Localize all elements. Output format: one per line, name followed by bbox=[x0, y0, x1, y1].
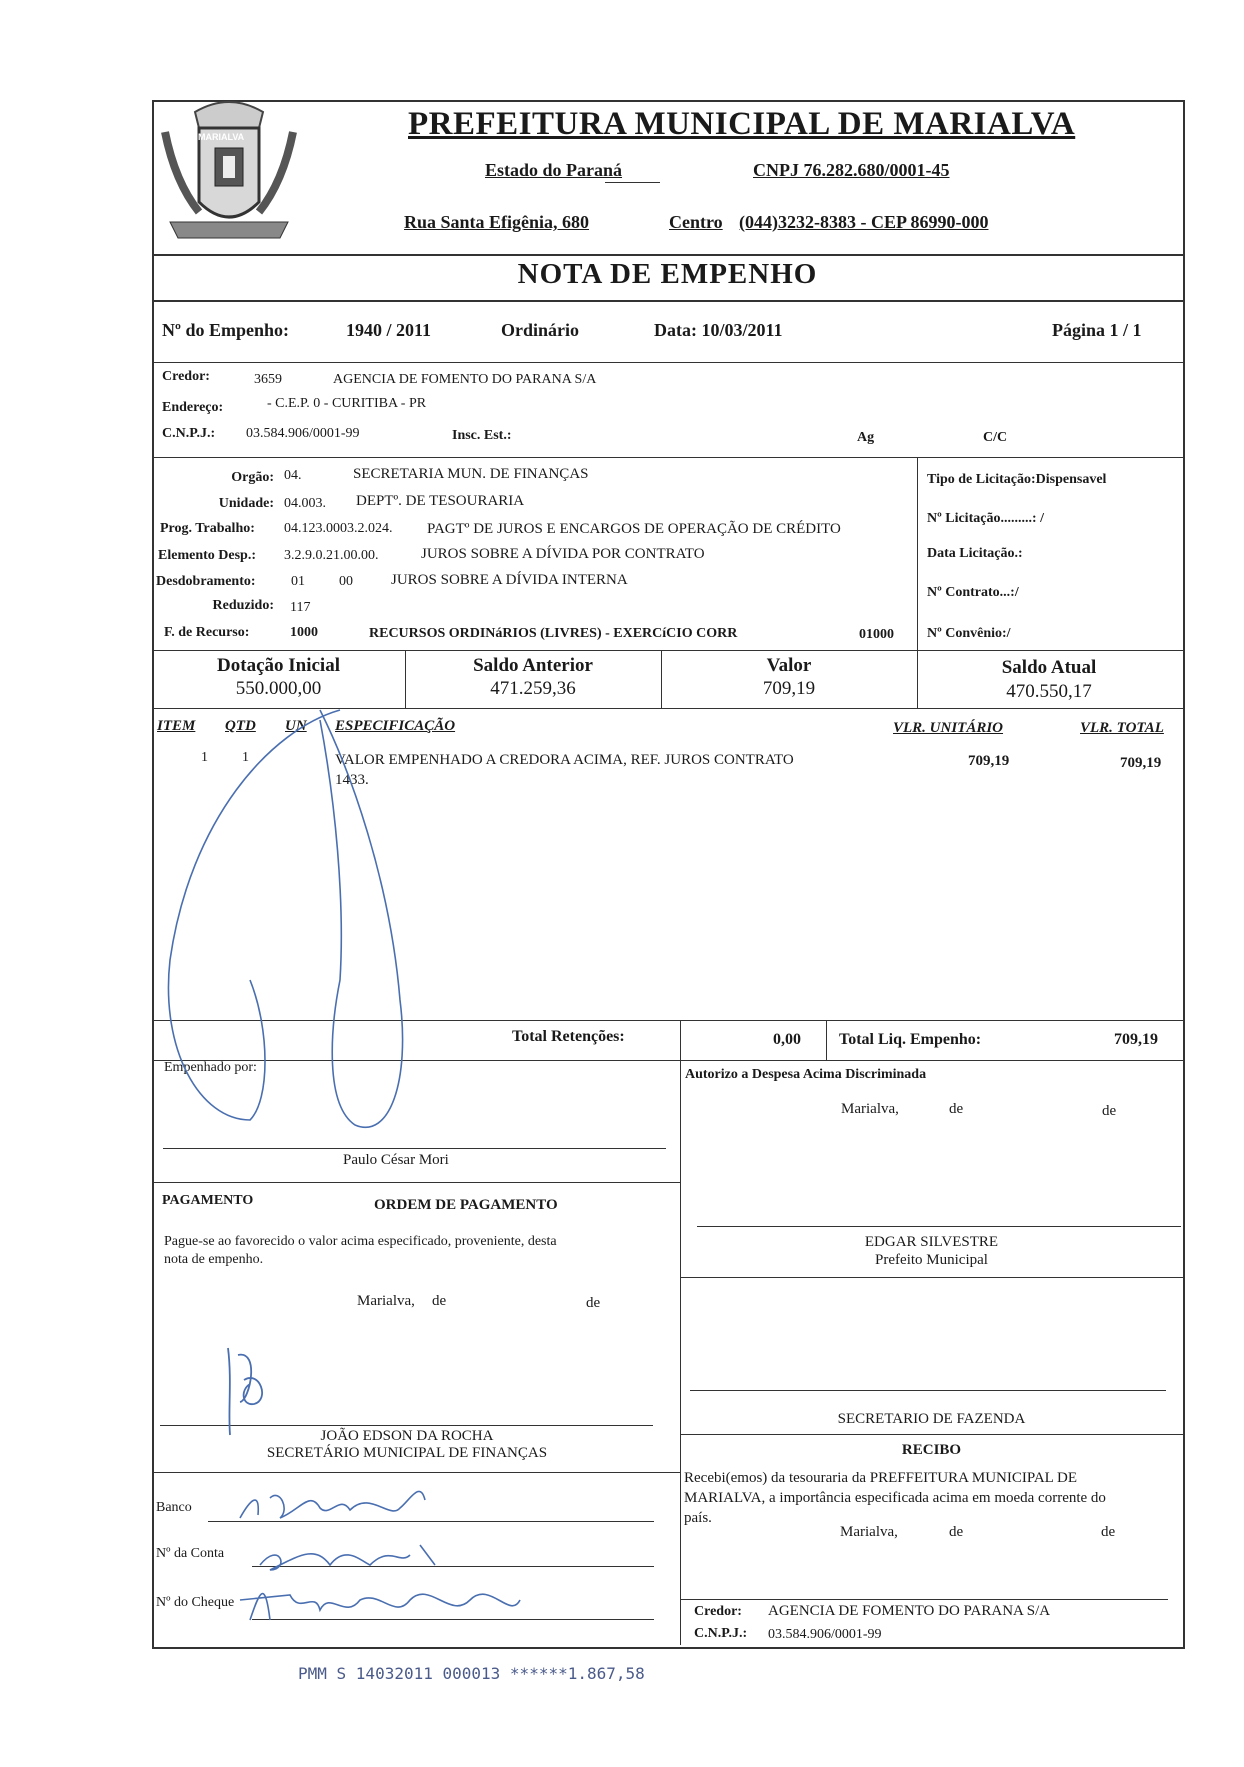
pagamento-city: Marialva, bbox=[357, 1293, 415, 1309]
orgao-code: 04. bbox=[284, 468, 302, 483]
saldo-anterior-label: Saldo Anterior bbox=[473, 655, 593, 676]
unidade-label: Unidade: bbox=[218, 496, 274, 511]
total-liquido-value: 709,19 bbox=[1114, 1031, 1158, 1048]
handwritten-signature bbox=[150, 700, 490, 1150]
credor-label: Credor: bbox=[162, 369, 210, 384]
recibo-credor-name: AGENCIA DE FOMENTO DO PARANA S/A bbox=[768, 1603, 1051, 1619]
signature-line bbox=[690, 1390, 1166, 1391]
autorizo-de-2: de bbox=[1102, 1103, 1117, 1119]
col-header-qtd: QTD bbox=[225, 718, 256, 734]
divider bbox=[680, 1434, 1183, 1435]
empenho-type: Ordinário bbox=[501, 320, 580, 340]
divider bbox=[152, 1182, 680, 1183]
recibo-text-end: país. bbox=[684, 1510, 712, 1526]
recibo-cnpj-label: C.N.P.J.: bbox=[694, 1626, 748, 1641]
fonte-recurso-number: 01000 bbox=[859, 627, 894, 642]
col-header-un: UN bbox=[285, 718, 307, 734]
elemento-label: Elemento Desp.: bbox=[158, 548, 256, 563]
divider bbox=[152, 650, 1183, 651]
item-description-cont: 1433. bbox=[335, 772, 369, 788]
recibo-text: Recebi(emos) da tesouraria da PREFFEITURA MUNICIPAL DE bbox=[684, 1470, 1078, 1486]
total-retencoes-label: Total Retenções: bbox=[512, 1028, 625, 1045]
desdobramento-name: JUROS SOBRE A DÍVIDA INTERNA bbox=[391, 572, 628, 588]
secretario-financas-name: JOÃO EDSON DA ROCHA bbox=[320, 1428, 494, 1444]
autorizo-label: Autorizo a Despesa Acima Discriminada bbox=[685, 1067, 927, 1082]
prefeito-role: Prefeito Municipal bbox=[875, 1252, 988, 1268]
desdobramento-b: 00 bbox=[339, 574, 353, 589]
valor-value: 709,19 bbox=[762, 678, 816, 699]
valor-label: Valor bbox=[766, 655, 812, 676]
divider bbox=[917, 457, 918, 650]
divider bbox=[152, 362, 1183, 363]
document-title: NOTA DE EMPENHO bbox=[517, 258, 818, 290]
municipality-phone-cep: (044)3232-8383 - CEP 86990-000 bbox=[739, 212, 989, 232]
col-header-unit-value: VLR. UNITÁRIO bbox=[893, 720, 1004, 736]
empenho-number: 1940 / 2011 bbox=[346, 320, 432, 340]
empenho-date: Data: 10/03/2011 bbox=[654, 320, 783, 340]
conta-label: Nº da Conta bbox=[156, 1546, 225, 1561]
secretario-financas-role: SECRETÁRIO MUNICIPAL DE FINANÇAS bbox=[266, 1445, 548, 1461]
desdobramento-label: Desdobramento: bbox=[156, 574, 256, 589]
divider bbox=[680, 1060, 681, 1645]
municipality-cnpj: CNPJ 76.282.680/0001-45 bbox=[753, 160, 950, 180]
saldo-atual-value: 470.550,17 bbox=[1006, 681, 1092, 702]
recibo-credor-label: Credor: bbox=[694, 1604, 742, 1619]
item-description: VALOR EMPENHADO A CREDORA ACIMA, REF. JUROS CONTRATO bbox=[335, 752, 794, 768]
credor-code: 3659 bbox=[254, 372, 282, 387]
crest-banner-text: MARIALVA bbox=[198, 132, 245, 142]
col-header-item: ITEM bbox=[157, 718, 196, 734]
state-name: Estado do Paraná bbox=[485, 160, 623, 180]
licitacao-numero: Nº Licitação.........: / bbox=[927, 511, 1044, 526]
cheque-label: Nº do Cheque bbox=[156, 1595, 235, 1610]
reduzido-value: 117 bbox=[290, 600, 311, 615]
fonte-recurso-code: 1000 bbox=[290, 625, 318, 640]
divider bbox=[680, 1277, 1183, 1278]
total-liquido-label: Total Liq. Empenho: bbox=[839, 1031, 982, 1048]
secretario-fazenda-label: SECRETARIO DE FAZENDA bbox=[837, 1411, 1026, 1427]
orgao-label: Orgão: bbox=[231, 470, 274, 485]
cnpj-label: C.N.P.J.: bbox=[162, 426, 216, 441]
ag-label: Ag bbox=[857, 430, 875, 445]
elemento-name: JUROS SOBRE A DÍVIDA POR CONTRATO bbox=[421, 546, 705, 562]
recibo-text-cont: MARIALVA, a importância especificada acima em moeda corrente do bbox=[684, 1490, 1106, 1506]
banco-label: Banco bbox=[156, 1500, 192, 1515]
prog-name: PAGTº DE JUROS E ENCARGOS DE OPERAÇÃO DE CRÉDITO bbox=[427, 521, 841, 537]
recibo-cnpj: 03.584.906/0001-99 bbox=[768, 1627, 882, 1642]
signature-line bbox=[697, 1226, 1181, 1227]
col-header-total-value: VLR. TOTAL bbox=[1080, 720, 1164, 736]
handwritten-bank bbox=[220, 1470, 590, 1630]
ordem-pagamento-label: ORDEM DE PAGAMENTO bbox=[374, 1197, 558, 1213]
recibo-title: RECIBO bbox=[901, 1442, 962, 1458]
cc-label: C/C bbox=[983, 430, 1008, 445]
autorizo-de-1: de bbox=[949, 1101, 964, 1117]
pagamento-label: PAGAMENTO bbox=[162, 1193, 254, 1208]
municipality-district: Centro bbox=[669, 212, 723, 232]
fonte-recurso-label: F. de Recurso: bbox=[164, 625, 250, 640]
pagamento-de-2: de bbox=[586, 1295, 601, 1311]
col-header-especificacao: ESPECIFICAÇÃO bbox=[335, 718, 456, 734]
signature-line bbox=[681, 1599, 1168, 1600]
contrato-numero: Nº Contrato...:/ bbox=[927, 585, 1019, 600]
item-qtd: 1 bbox=[242, 750, 249, 765]
pagamento-de-1: de bbox=[432, 1293, 447, 1309]
prog-code: 04.123.0003.2.024. bbox=[284, 521, 393, 536]
divider bbox=[152, 457, 1183, 458]
credor-address: - C.E.P. 0 - CURITIBA - PR bbox=[267, 396, 427, 411]
divider bbox=[152, 300, 1183, 302]
reduzido-label: Reduzido: bbox=[212, 598, 274, 613]
empenhado-label: Empenhado por: bbox=[164, 1060, 257, 1075]
address-label: Endereço: bbox=[162, 400, 224, 415]
divider bbox=[680, 1020, 681, 1060]
autorizo-city: Marialva, bbox=[841, 1101, 899, 1117]
orgao-name: SECRETARIA MUN. DE FINANÇAS bbox=[353, 466, 589, 482]
mechanical-stamp: PMM S 14032011 000013 ******1.867,58 bbox=[298, 1664, 645, 1683]
municipality-title: PREFEITURA MUNICIPAL DE MARIALVA bbox=[408, 106, 1076, 142]
prog-label: Prog. Trabalho: bbox=[160, 521, 255, 536]
item-number: 1 bbox=[201, 750, 208, 765]
fonte-recurso-name: RECURSOS ORDINáRIOS (LIVRES) - EXERCíCIO CORR bbox=[369, 626, 738, 641]
convenio-numero: Nº Convênio:/ bbox=[927, 626, 1011, 641]
unidade-code: 04.003. bbox=[284, 496, 326, 511]
divider bbox=[826, 1020, 827, 1060]
handwritten-initials bbox=[220, 1340, 280, 1440]
recibo-de-1: de bbox=[949, 1524, 964, 1540]
insc-est-label: Insc. Est.: bbox=[452, 428, 512, 443]
recibo-de-2: de bbox=[1101, 1524, 1116, 1540]
empenhado-name: Paulo César Mori bbox=[343, 1152, 449, 1168]
saldo-anterior-value: 471.259,36 bbox=[490, 678, 576, 699]
credor-name: AGENCIA DE FOMENTO DO PARANA S/A bbox=[333, 372, 597, 387]
saldo-atual-label: Saldo Atual bbox=[1001, 657, 1097, 678]
municipality-address: Rua Santa Efigênia, 680 bbox=[404, 212, 590, 232]
item-total-value: 709,19 bbox=[1120, 755, 1162, 771]
total-retencoes-value: 0,00 bbox=[773, 1031, 801, 1048]
credor-cnpj: 03.584.906/0001-99 bbox=[246, 426, 360, 441]
desdobramento-a: 01 bbox=[291, 574, 305, 589]
municipal-crest-icon bbox=[155, 92, 303, 252]
elemento-code: 3.2.9.0.21.00.00. bbox=[284, 548, 379, 563]
recibo-city: Marialva, bbox=[840, 1524, 898, 1540]
dotacao-value: 550.000,00 bbox=[235, 678, 322, 699]
empenho-label: Nº do Empenho: bbox=[162, 320, 289, 340]
state-underline bbox=[605, 182, 660, 183]
licitacao-tipo: Tipo de Licitação:Dispensavel bbox=[927, 472, 1107, 487]
divider bbox=[152, 254, 1183, 256]
prefeito-name: EDGAR SILVESTRE bbox=[864, 1234, 999, 1250]
unidade-name: DEPTº. DE TESOURARIA bbox=[356, 493, 525, 509]
pagamento-text-cont: nota de empenho. bbox=[164, 1252, 264, 1267]
licitacao-data: Data Licitação.: bbox=[927, 546, 1023, 561]
dotacao-label: Dotação Inicial bbox=[217, 655, 340, 676]
page-number: Página 1 / 1 bbox=[1052, 320, 1142, 340]
item-unit-value: 709,19 bbox=[968, 753, 1010, 769]
pagamento-text: Pague-se ao favorecido o valor acima especificado, proveniente, desta bbox=[164, 1234, 557, 1249]
